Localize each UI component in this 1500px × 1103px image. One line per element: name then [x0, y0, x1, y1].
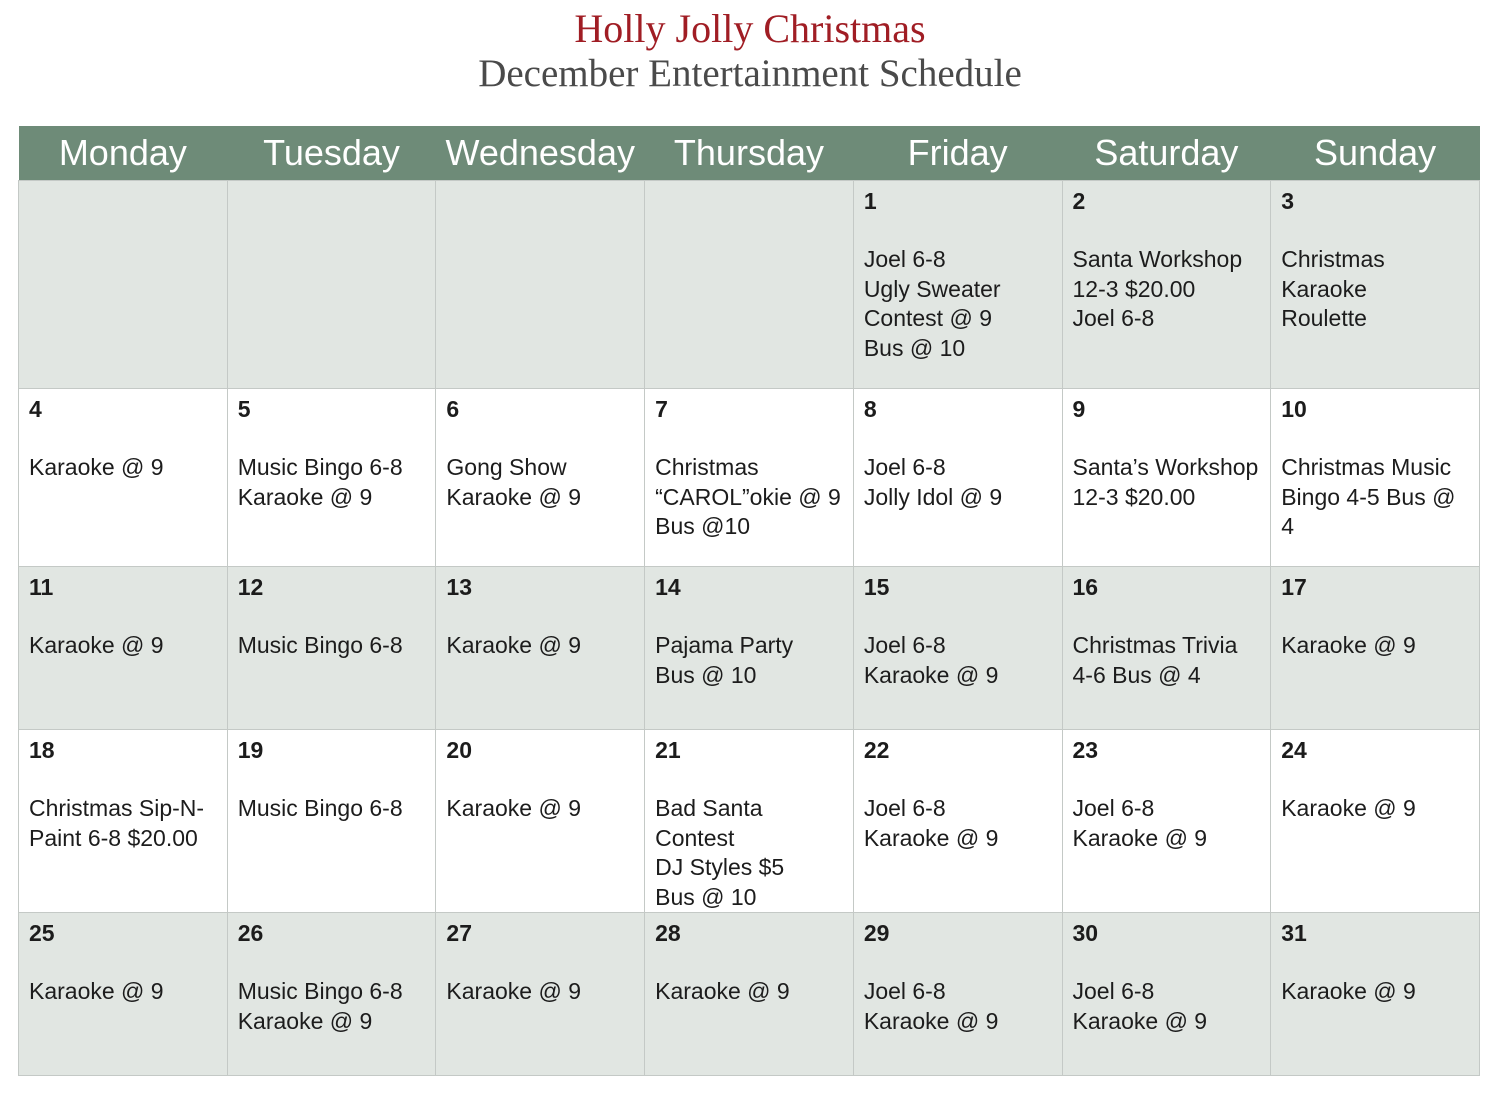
event-line: Karaoke @ 9 — [446, 483, 581, 510]
event-line: Karaoke @ 9 — [29, 632, 164, 658]
event-line: Bus @ 10 — [655, 661, 757, 688]
event-line: Roulette — [1281, 305, 1367, 331]
event-line: Karaoke @ 9 — [1072, 824, 1208, 851]
event-line: “CAROL”okie @ 9 — [655, 483, 841, 510]
day-cell — [1062, 389, 1271, 567]
event-line: Joel 6-8 — [863, 454, 946, 480]
event-line: Paint 6-8 $20.00 — [29, 824, 198, 851]
event-line: Bus @10 — [655, 513, 751, 539]
day-cell — [19, 181, 228, 389]
day-number: 7 — [655, 396, 668, 422]
event-line: Karaoke @ 9 — [863, 1007, 999, 1034]
event-line: Contest @ 9 — [863, 305, 992, 331]
event-line: Bus @ 10 — [863, 334, 966, 361]
day-number: 1 — [863, 188, 877, 214]
event-line: Bad Santa Contest — [655, 795, 763, 851]
weekday-header-friday: Friday — [853, 126, 1062, 181]
event-line: Karaoke @ 9 — [29, 454, 164, 480]
day-number: 6 — [446, 396, 460, 422]
event-line: Music Bingo 6-8 — [237, 978, 403, 1004]
day-cell — [19, 913, 228, 1076]
event-line: Music Bingo 6-8 — [237, 454, 403, 480]
weekday-header-thursday: Thursday — [645, 126, 854, 181]
day-number: 17 — [1281, 574, 1307, 600]
day-number: 4 — [29, 396, 42, 422]
day-number: 30 — [1072, 920, 1099, 946]
event-line: Bingo 4-5 Bus @ 4 — [1281, 483, 1456, 539]
day-number: 26 — [237, 920, 264, 946]
event-line: Karaoke @ 9 — [863, 824, 999, 851]
calendar-grid — [18, 126, 1480, 1076]
day-cell — [19, 567, 228, 730]
day-cell — [853, 181, 1062, 389]
day-cell — [227, 730, 436, 913]
event-line: Santa Workshop — [1072, 246, 1243, 272]
day-cell — [436, 181, 645, 389]
day-cell — [853, 389, 1062, 567]
event-line: Christmas Trivia — [1072, 632, 1238, 658]
event-line: Christmas Sip-N- — [29, 795, 205, 821]
event-line: Karaoke @ 9 — [29, 978, 164, 1004]
day-number: 31 — [1281, 920, 1307, 946]
day-cell — [645, 913, 854, 1076]
weekday-header-wednesday: Wednesday — [436, 126, 645, 181]
day-cell — [853, 913, 1062, 1076]
page-title: Holly Jolly Christmas — [574, 6, 926, 51]
day-cell — [227, 181, 436, 389]
event-line: Bus @ 10 — [655, 883, 757, 910]
day-number: 23 — [1072, 737, 1099, 763]
day-cell — [1062, 730, 1271, 913]
event-line: Karaoke @ 9 — [1072, 1007, 1208, 1034]
day-cell — [436, 567, 645, 730]
event-line: Karaoke @ 9 — [446, 795, 581, 821]
weekday-header-saturday: Saturday — [1062, 126, 1271, 181]
event-line: Christmas — [655, 454, 759, 480]
day-cell — [436, 730, 645, 913]
calendar-body — [19, 181, 1480, 1076]
day-cell — [853, 567, 1062, 730]
day-number: 20 — [446, 737, 472, 763]
event-line: Karaoke @ 9 — [237, 1007, 373, 1034]
event-line: 4-6 Bus @ 4 — [1072, 661, 1201, 688]
week-row — [19, 913, 1480, 1076]
day-number: 11 — [29, 574, 54, 600]
day-number: 13 — [446, 574, 472, 600]
day-number: 18 — [29, 737, 55, 763]
day-cell — [645, 730, 854, 913]
day-cell — [1271, 389, 1480, 567]
event-line: Joel 6-8 — [1072, 978, 1155, 1004]
event-line: Karaoke @ 9 — [655, 978, 790, 1004]
event-line: Karaoke @ 9 — [237, 483, 373, 510]
event-line: Santa’s Workshop — [1072, 454, 1259, 480]
event-line: Karaoke @ 9 — [446, 978, 581, 1004]
event-line: Gong Show — [446, 454, 567, 480]
event-line: 12-3 $20.00 — [1072, 275, 1196, 302]
week-row — [19, 567, 1480, 730]
weekday-header-row — [19, 126, 1480, 181]
event-line: Karaoke @ 9 — [1281, 795, 1416, 821]
event-line: Joel 6-8 — [863, 978, 946, 1004]
day-number: 2 — [1072, 188, 1086, 214]
day-number: 8 — [863, 396, 877, 422]
day-number: 24 — [1281, 737, 1307, 763]
day-number: 3 — [1281, 188, 1295, 214]
day-cell — [853, 730, 1062, 913]
event-line: Music Bingo 6-8 — [237, 632, 403, 658]
day-cell — [227, 389, 436, 567]
weekday-header-sunday: Sunday — [1271, 126, 1480, 181]
day-number: 5 — [237, 396, 251, 422]
event-line: Karaoke @ 9 — [446, 632, 581, 658]
event-line: Christmas Karaoke — [1281, 246, 1385, 302]
day-cell — [1271, 567, 1480, 730]
day-cell — [436, 913, 645, 1076]
weekday-header-tuesday: Tuesday — [227, 126, 436, 181]
day-cell — [1062, 181, 1271, 389]
day-number: 14 — [655, 574, 681, 600]
event-line: Pajama Party — [655, 632, 794, 658]
event-line: Karaoke @ 9 — [1281, 978, 1416, 1004]
day-cell — [227, 567, 436, 730]
day-number: 29 — [863, 920, 890, 946]
event-line: Christmas Music — [1281, 454, 1452, 480]
day-cell — [1062, 913, 1271, 1076]
day-cell — [19, 389, 228, 567]
event-line: Joel 6-8 — [1072, 305, 1155, 331]
day-cell — [227, 913, 436, 1076]
event-line: Jolly Idol @ 9 — [863, 483, 1003, 510]
weekday-header-monday: Monday — [19, 126, 228, 181]
day-number: 27 — [446, 920, 472, 946]
day-cell — [645, 389, 854, 567]
event-line: DJ Styles $5 — [655, 854, 785, 880]
event-line: Music Bingo 6-8 — [237, 795, 403, 821]
day-cell — [436, 389, 645, 567]
event-line: Ugly Sweater — [863, 275, 1001, 302]
day-cell — [1271, 181, 1480, 389]
day-number: 19 — [237, 737, 264, 763]
event-line: Joel 6-8 — [863, 632, 946, 658]
page-subtitle: December Entertainment Schedule — [478, 52, 1022, 95]
week-row — [19, 730, 1480, 913]
event-line: Joel 6-8 — [863, 246, 946, 272]
day-cell — [645, 181, 854, 389]
week-row — [19, 181, 1480, 389]
event-line: Karaoke @ 9 — [1281, 632, 1416, 658]
page-header — [0, 0, 1500, 96]
day-number: 10 — [1281, 396, 1307, 422]
day-cell — [645, 567, 854, 730]
day-number: 15 — [863, 574, 890, 600]
day-number: 25 — [29, 920, 55, 946]
week-row — [19, 389, 1480, 567]
event-line: 12-3 $20.00 — [1072, 483, 1196, 510]
day-number: 16 — [1072, 574, 1099, 600]
day-number: 21 — [655, 737, 681, 763]
day-number: 12 — [237, 574, 264, 600]
day-cell — [1062, 567, 1271, 730]
day-cell — [19, 730, 228, 913]
day-cell — [1271, 913, 1480, 1076]
day-cell — [1271, 730, 1480, 913]
day-number: 28 — [655, 920, 681, 946]
day-number: 9 — [1072, 396, 1086, 422]
event-line: Joel 6-8 — [863, 795, 946, 821]
event-line: Karaoke @ 9 — [863, 661, 999, 688]
day-number: 22 — [863, 737, 890, 763]
event-line: Joel 6-8 — [1072, 795, 1155, 821]
